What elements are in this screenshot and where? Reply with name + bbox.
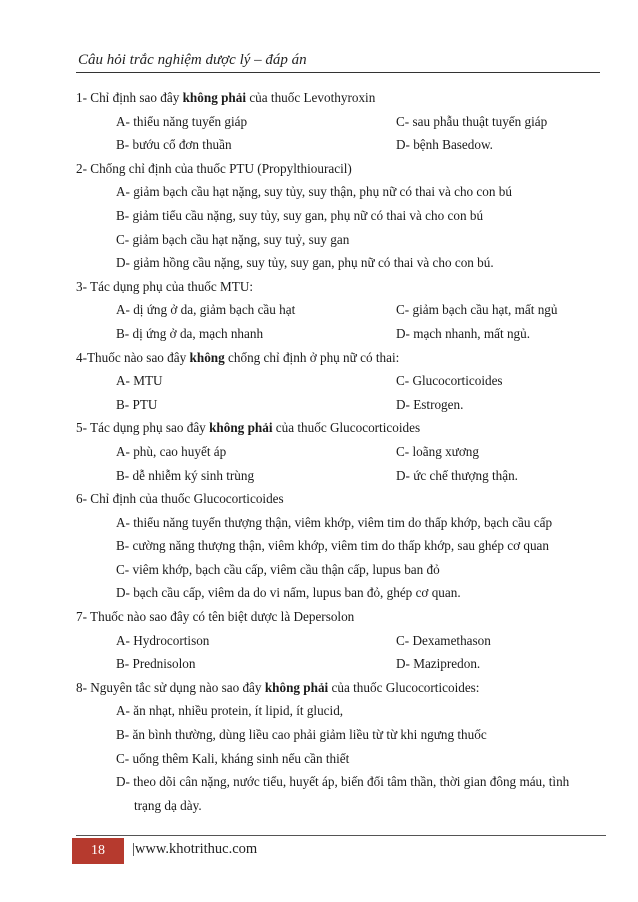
question-8 <box>76 676 606 700</box>
question-text: 6- Chỉ định của thuốc Glucocorticoides <box>76 491 284 507</box>
option-b: B- bướu cổ đơn thuần <box>116 137 232 153</box>
option-d: D- theo dõi cân nặng, nước tiểu, huyết áp, biến đổi tâm thần, thời gian đông máu, tình <box>116 774 570 790</box>
question-4 <box>76 346 606 370</box>
footer-divider <box>76 835 606 836</box>
option-row <box>76 322 606 346</box>
option-b: B- cường năng thượng thận, viêm khớp, viêm tim do thấp khớp, sau ghép cơ quan <box>116 538 549 554</box>
question-emphasis: không phải <box>182 90 247 105</box>
question-text: 3- Tác dụng phụ của thuốc MTU: <box>76 278 254 294</box>
option-d: D- ức chế thượng thận. <box>396 467 518 483</box>
option-b: B- Prednisolon <box>116 656 196 672</box>
question-text: 5- Tác dụng phụ sao đây <box>76 420 210 436</box>
question-text: 8- Nguyên tắc sử dụng nào sao đây <box>76 679 265 695</box>
question-7 <box>76 605 606 629</box>
option-row <box>76 464 606 488</box>
question-text: chống chỉ định ở phụ nữ có thai: <box>224 349 400 365</box>
option-d: D- Mazipredon. <box>396 656 481 672</box>
option-a: A- thiểu năng tuyến thượng thận, viêm khớp, viêm tim do thấp khớp, bạch cầu cấp <box>116 514 553 530</box>
option-row <box>76 369 606 393</box>
option-row <box>76 110 606 134</box>
option-d: D- giảm hồng cầu nặng, suy tủy, suy gan, phụ nữ có thai và cho con bú. <box>116 255 494 271</box>
question-list <box>76 86 606 817</box>
question-text: của thuốc Glucocorticoides <box>272 420 421 436</box>
option-row <box>76 298 606 322</box>
option-d: D- bệnh Basedow. <box>396 137 493 153</box>
option-c: C- giảm bạch cầu hạt nặng, suy tuỷ, suy gan <box>116 231 350 247</box>
question-emphasis: không <box>189 349 225 365</box>
option-row <box>76 629 606 653</box>
option-c: C- loãng xương <box>396 443 479 459</box>
option-d: D- bạch cầu cấp, viêm da do vi nấm, lupus ban đỏ, ghép cơ quan. <box>116 585 461 601</box>
option-c: C- Glucocorticoides <box>396 373 503 389</box>
option-b: B- dễ nhiễm ký sinh trùng <box>116 467 255 483</box>
option-c: C- sau phẫu thuật tuyến giáp <box>396 113 548 129</box>
header-divider <box>76 72 600 73</box>
question-text: 7- Thuốc nào sao đây có tên biệt dược là Depersolon <box>76 609 355 625</box>
question-6 <box>76 487 606 511</box>
question-1 <box>76 86 606 110</box>
option-c: C- viêm khớp, bạch cầu cấp, viêm cầu thận cấp, lupus ban đỏ <box>116 561 440 577</box>
option-b: B- dị ứng ở da, mạch nhanh <box>116 325 264 341</box>
question-emphasis: không phải <box>264 679 329 695</box>
option-c: C- giảm bạch cầu hạt, mất ngủ <box>396 302 558 318</box>
question-text: 4-Thuốc nào sao đây <box>76 349 190 365</box>
option-a: A- phù, cao huyết áp <box>116 443 227 459</box>
option-b: B- giảm tiểu cầu nặng, suy tủy, suy gan, phụ nữ có thai và cho con bú <box>116 207 484 223</box>
page-header-title: Câu hỏi trắc nghiệm dược lý – đáp án <box>78 52 307 68</box>
option-d: D- Estrogen. <box>396 396 464 412</box>
question-text: 2- Chống chỉ định của thuốc PTU (Propylthiouracil) <box>76 160 352 176</box>
question-text: của thuốc Levothyroxin <box>246 90 376 105</box>
option-a: A- thiểu năng tuyến giáp <box>116 113 248 129</box>
option-b: B- ăn bình thường, dùng liều cao phải giảm liều từ từ khi ngưng thuốc <box>116 727 487 743</box>
question-emphasis: không phải <box>209 420 273 436</box>
footer-website: |www.khotrithuc.com <box>132 841 258 857</box>
option-d-continuation: trạng dạ dày. <box>134 797 202 813</box>
page-number: 18 <box>91 843 105 858</box>
question-3 <box>76 275 606 299</box>
option-a: A- dị ứng ở da, giảm bạch cầu hạt <box>116 302 296 318</box>
option-a: A- Hydrocortison <box>116 632 210 648</box>
option-d: D- mạch nhanh, mất ngủ. <box>396 325 531 341</box>
option-row <box>76 440 606 464</box>
option-b: B- PTU <box>116 396 158 412</box>
option-c: C- Dexamethason <box>396 632 491 648</box>
option-a: A- ăn nhạt, nhiều protein, ít lipid, ít glucid, <box>116 703 344 719</box>
option-row <box>76 393 606 417</box>
question-2 <box>76 157 606 181</box>
option-row <box>76 652 606 676</box>
question-text: của thuốc Glucocorticoides: <box>328 679 480 695</box>
option-row <box>76 133 606 157</box>
question-text: 1- Chỉ định sao đây <box>76 90 183 105</box>
page-number-badge <box>72 838 124 864</box>
option-c: C- uống thêm Kali, kháng sinh nếu cần thiết <box>116 750 350 766</box>
question-5 <box>76 416 606 440</box>
option-a: A- giảm bạch cầu hạt nặng, suy tủy, suy thận, phụ nữ có thai và cho con bú <box>116 184 512 200</box>
option-a: A- MTU <box>116 373 163 389</box>
